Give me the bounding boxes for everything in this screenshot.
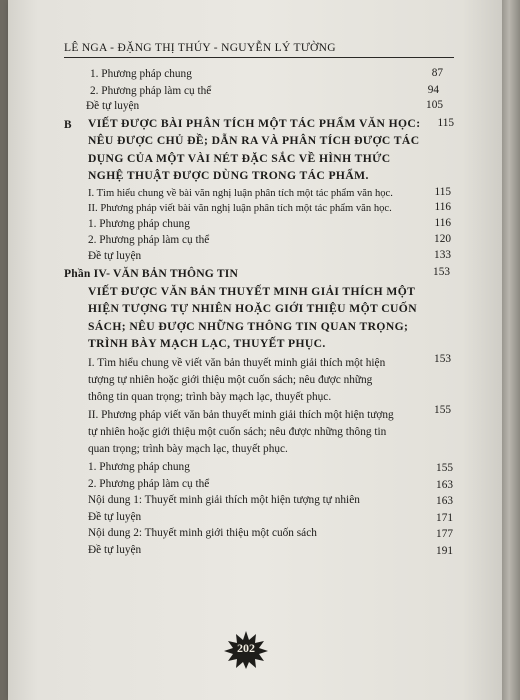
- toc-entry-text: tự nhiên hoặc giới thiệu một cuốn sách; nêu được những thông tin: [88, 426, 387, 438]
- toc-entry-text: thông tin quan trọng; trình bày mạch lạc, thuyết phục.: [88, 391, 332, 403]
- toc-entry-text: 1. Phương pháp chung: [90, 68, 192, 80]
- toc-entry-page: 115: [434, 186, 451, 198]
- toc-entry-text: Nội dung 1: Thuyết minh giải thích một hiện tượng tự nhiên: [88, 494, 360, 506]
- toc-entry-page: 177: [436, 528, 453, 540]
- toc-entry-page: 133: [434, 249, 451, 261]
- toc-entry-page: 115: [437, 117, 454, 129]
- next-page-edge: [502, 0, 520, 700]
- toc-entry-page: 155: [436, 462, 453, 474]
- part-subtitle-line: SÁCH; NÊU ĐƯỢC NHỮNG THÔNG TIN QUAN TRỌNG;: [88, 320, 409, 333]
- page-number: 202: [237, 641, 255, 655]
- toc-entry-text: quan trọng; trình bày mạch lạc, thuyết phục.: [88, 443, 288, 455]
- toc-entry-text: Đề tự luyện: [88, 544, 142, 556]
- toc-entry-page: 105: [426, 99, 443, 111]
- toc-entry-page: 163: [436, 495, 453, 507]
- toc-entry-text: 2. Phương pháp làm cụ thể: [88, 234, 210, 246]
- section-title-line: NÊU ĐƯỢC CHỦ ĐỀ; DẪN RA VÀ PHÂN TÍCH ĐƯỢC TÁC: [88, 134, 420, 147]
- toc-entry-text: II. Phương pháp viết văn bản thuyết minh giải thích một hiện tượng: [88, 409, 394, 421]
- toc-entry-text: tượng tự nhiên hoặc giới thiệu một cuốn sách; nêu được những: [88, 374, 373, 386]
- header-rule: [64, 57, 454, 58]
- toc-entry-text: 1. Phương pháp chung: [88, 461, 190, 473]
- toc-entry-page: 94: [427, 84, 439, 96]
- part-subtitle-line: VIẾT ĐƯỢC VĂN BẢN THUYẾT MINH GIẢI THÍCH MỘT: [88, 285, 416, 298]
- toc-entry-text: I. Tìm hiểu chung về bài văn nghị luận phân tích một tác phẩm văn học.: [88, 188, 393, 199]
- toc-entry-text: Đề tự luyện: [88, 511, 142, 523]
- page-number-ornament: [224, 631, 268, 669]
- section-title-line: NGHỆ THUẬT ĐƯỢC DÙNG TRONG TÁC PHẨM.: [88, 169, 369, 182]
- toc-entry-page: 87: [431, 67, 443, 79]
- toc-entry-page: 153: [433, 266, 450, 278]
- toc-entry-text: II. Phương pháp viết bài văn nghị luận phân tích một tác phẩm văn học.: [88, 203, 392, 214]
- part-subtitle-line: HIỆN TƯỢNG TỰ NHIÊN HOẶC GIỚI THIỆU MỘT CUỐN: [88, 302, 417, 315]
- toc-entry-text: 1. Phương pháp chung: [88, 218, 190, 230]
- section-title-line: VIẾT ĐƯỢC BÀI PHÂN TÍCH MỘT TÁC PHẨM VĂN HỌC:: [88, 117, 421, 130]
- section-letter: B: [64, 119, 72, 131]
- toc-entry-text: Nội dung 2: Thuyết minh giới thiệu một cuốn sách: [88, 527, 317, 539]
- toc-entry-page: 116: [434, 217, 451, 229]
- toc-entry-page: 155: [434, 404, 451, 416]
- toc-entry-text: Đề tự luyện: [86, 100, 140, 112]
- toc-entry-text: Đề tự luyện: [88, 250, 142, 262]
- toc-entry-page: 163: [436, 479, 453, 491]
- toc-entry-page: 171: [436, 512, 453, 524]
- toc-entry-text: 2. Phương pháp làm cụ thể: [88, 478, 210, 490]
- part-title: Phần IV- VĂN BẢN THÔNG TIN: [64, 267, 239, 280]
- toc-entry-text: 2. Phương pháp làm cụ thể: [90, 85, 212, 97]
- toc-entry-text: I. Tìm hiểu chung về viết văn bản thuyết minh giải thích một hiện: [88, 357, 386, 369]
- toc-entry-page: 116: [434, 201, 451, 213]
- toc-entry-page: 191: [436, 545, 453, 557]
- toc-entry-page: 120: [434, 233, 451, 245]
- part-subtitle-line: TRÌNH BÀY MẠCH LẠC, THUYẾT PHỤC.: [88, 337, 326, 350]
- toc-entry-page: 153: [434, 353, 451, 365]
- running-header: LÊ NGA - ĐẶNG THỊ THÚY - NGUYỄN LÝ TƯỜNG: [64, 42, 336, 54]
- section-title-line: DỤNG CỦA MỘT VÀI NÉT ĐẶC SẮC VỀ HÌNH THỨC: [88, 152, 391, 165]
